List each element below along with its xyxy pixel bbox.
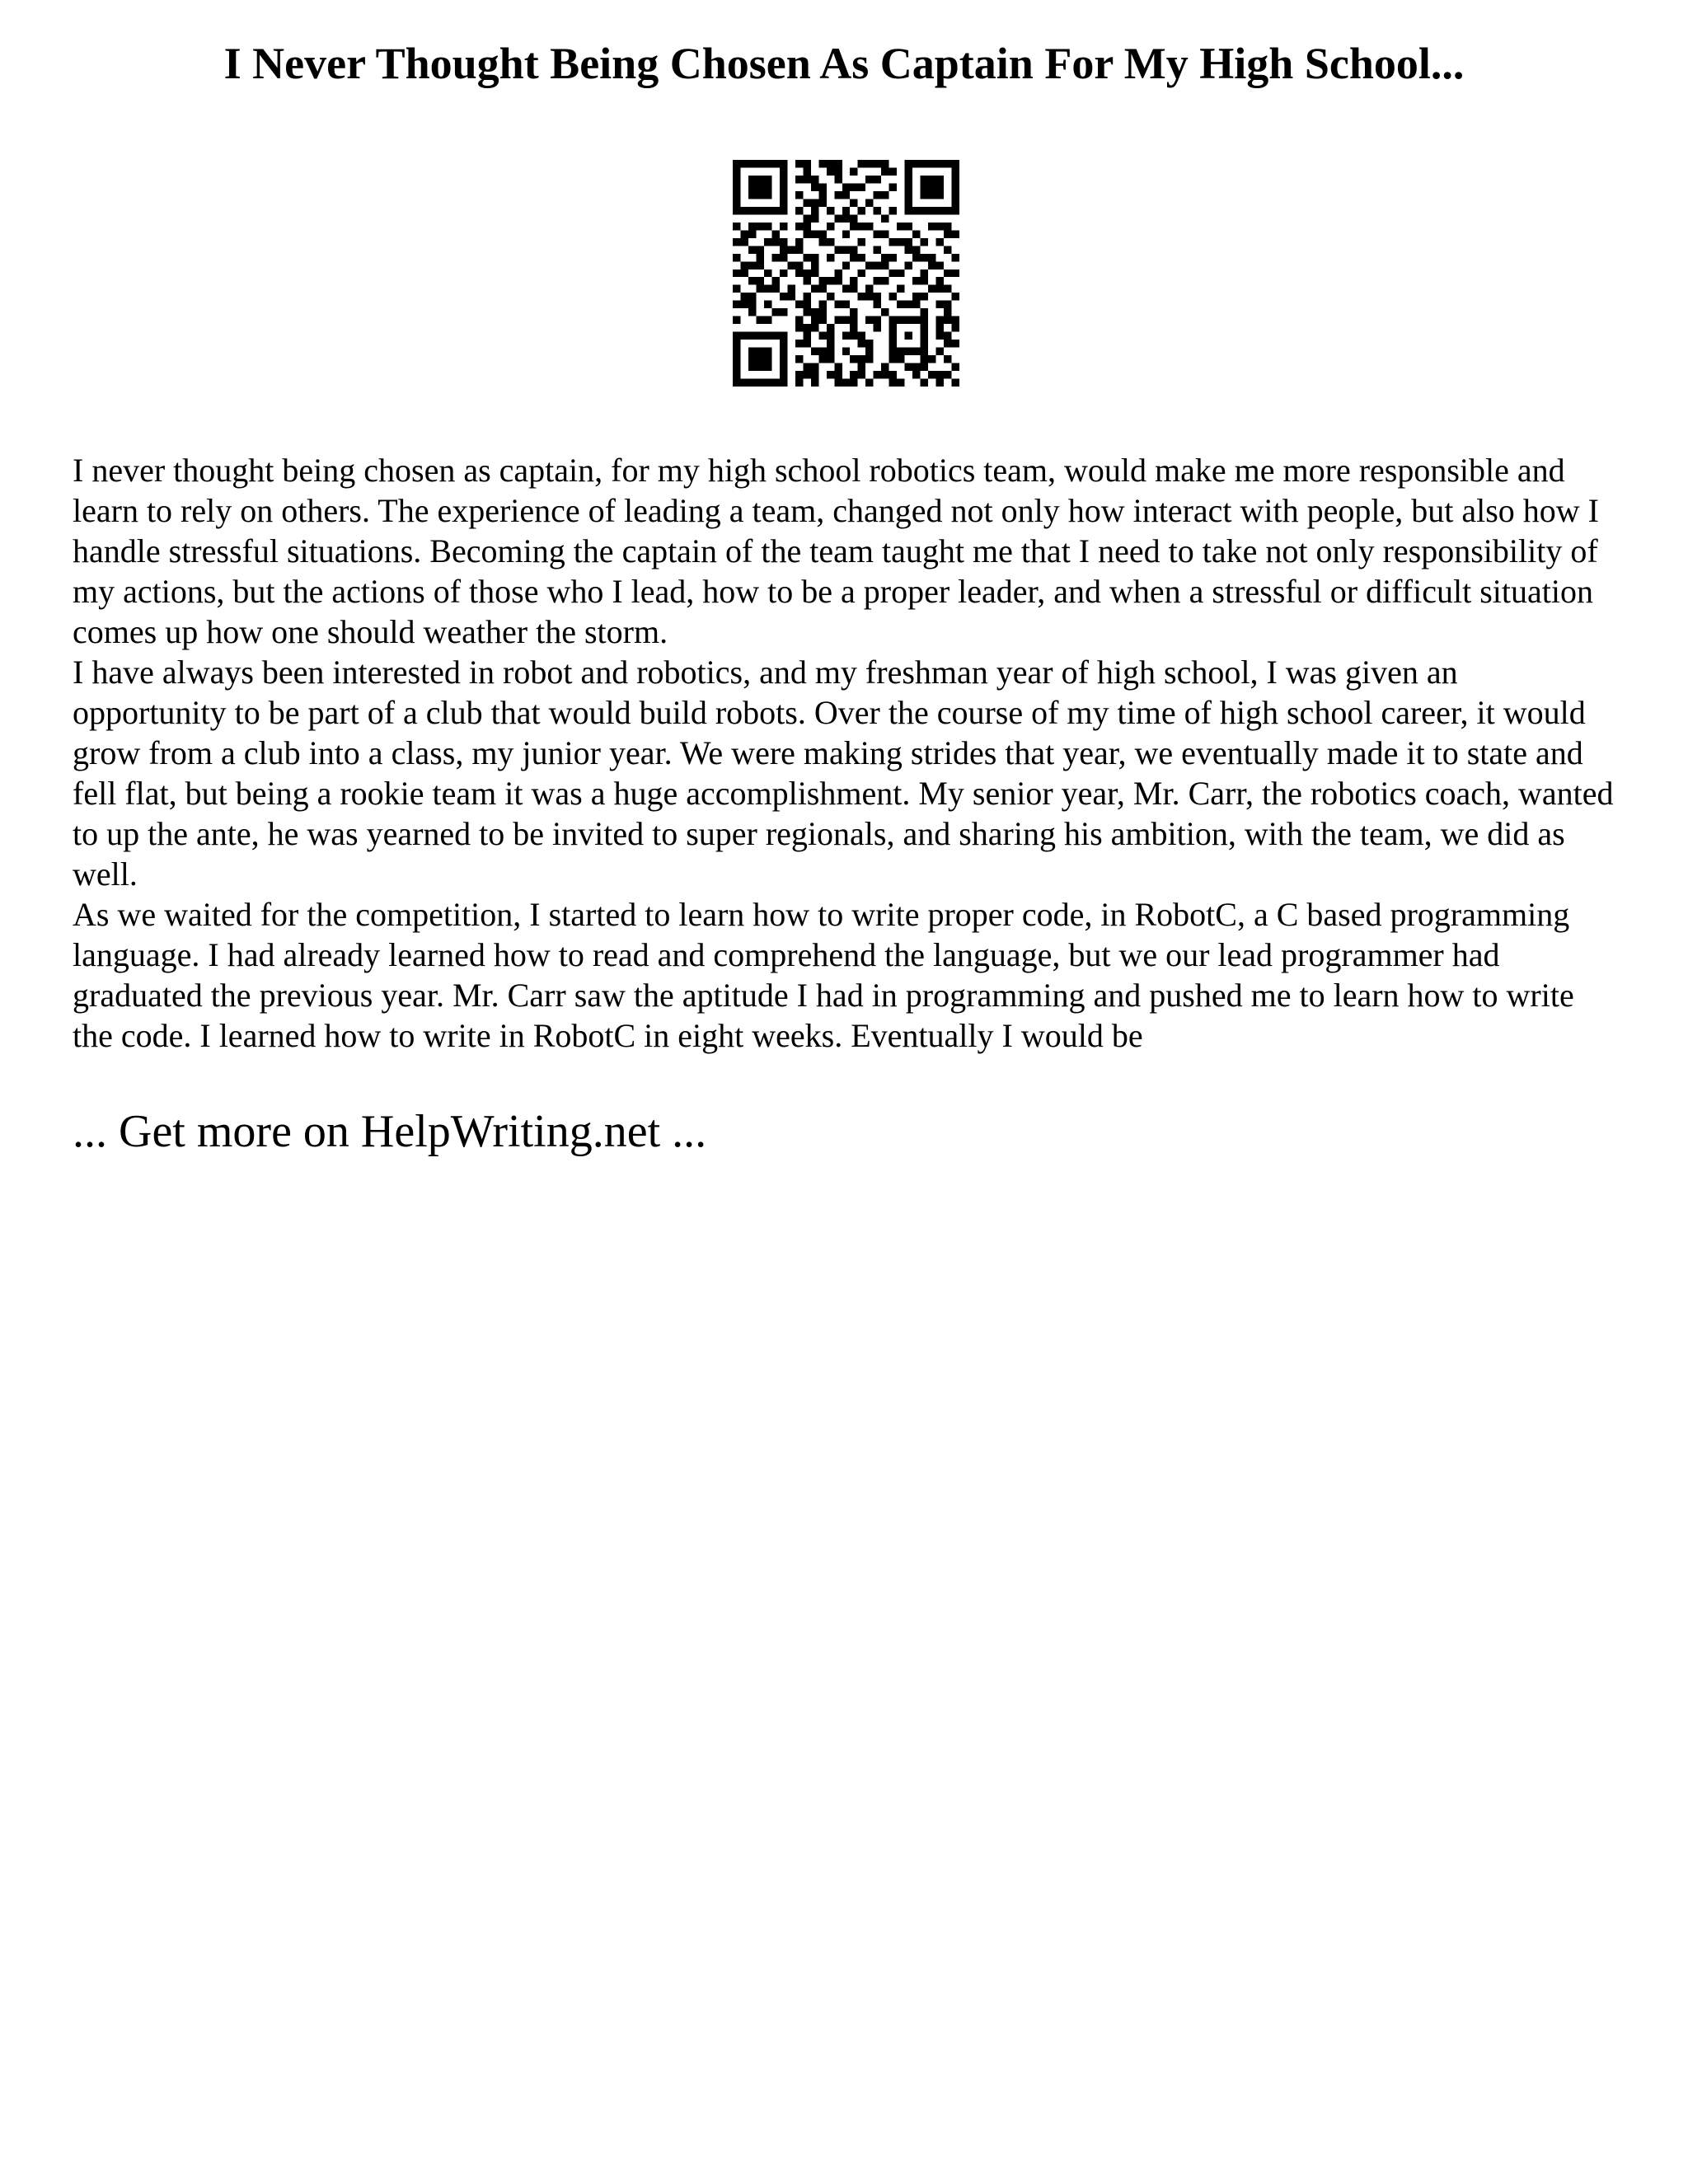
essay-paragraph-3: As we waited for the competition, I started to learn how to write proper code, in RobotC, a C based programming language. I had already learned how to read and comprehend the language, but we our lead programmer had graduated the previous year. Mr. Carr saw the aptitude I had in programming and pushed me to learn how to write the code. I learned how to write in RobotC in eight weeks. Eventually I would be [73,896,1574,1054]
essay-paragraph-2: I have always been interested in robot and robotics, and my freshman year of high school, I was given an opportunity to be part of a club that would build robots. Over the course of my time of high school career, it would grow from a club into a class, my junior year. We were making strides that year, we eventually made it to state and fell flat, but being a rookie team it was a huge accomplishment. My senior year, Mr. Carr, the robotics coach, wanted to up the ante, he was yearned to be invited to super regionals, and sharing his ambition, with the team, we did as well. [73,654,1614,893]
essay-paragraph-1: I never thought being chosen as captain, for my high school robotics team, would make me more responsible and learn to rely on others. The experience of leading a team, changed not only how interact with people, but also how I handle stressful situations. Becoming the captain of the team taught me that I need to take not only responsibility of my actions, but the actions of those who I lead, how to be a proper leader, and when a stressful or difficult situation comes up how one should weather the storm. [73,452,1599,650]
document-title: I Never Thought Being Chosen As Captain For My High School... [223,39,1465,88]
qr-code-icon [733,160,959,387]
get-more-link[interactable]: ... Get more on HelpWriting.net ... [73,1106,707,1157]
essay-body [73,450,1615,1056]
